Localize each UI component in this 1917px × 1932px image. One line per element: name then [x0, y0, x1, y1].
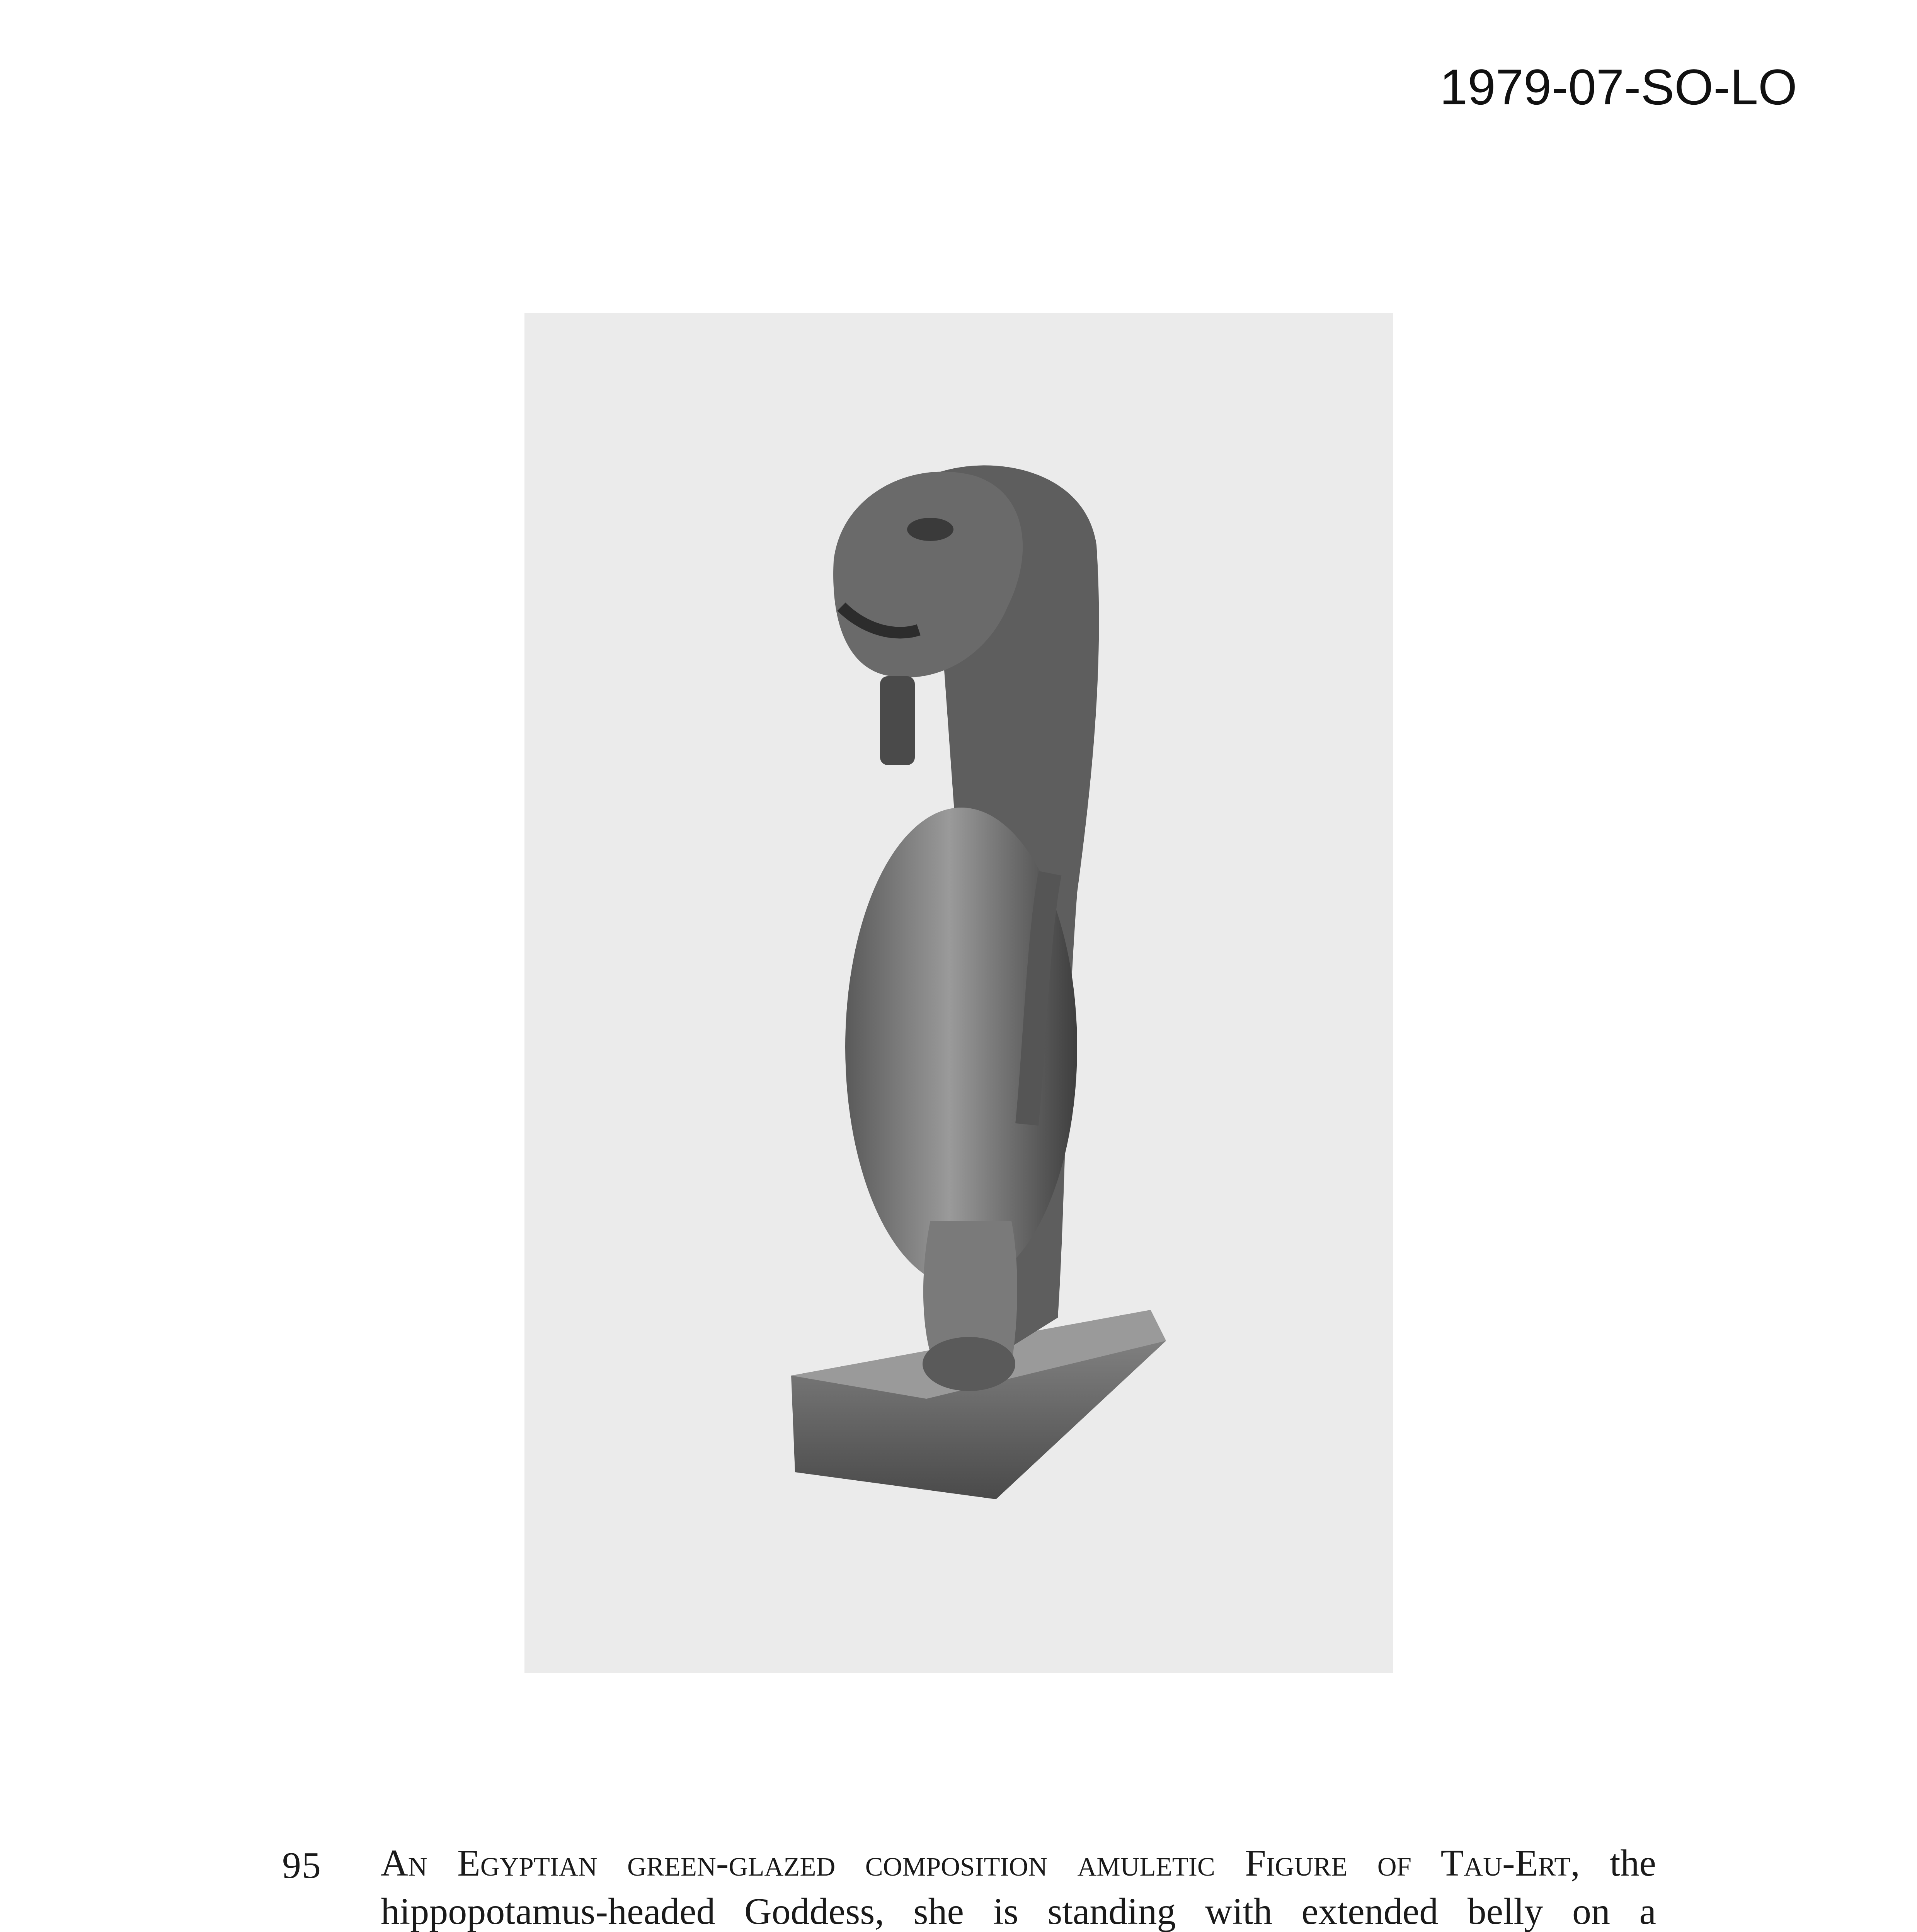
- lot-description: [381, 1839, 1656, 1932]
- tau-ert-figure-image: [524, 313, 1393, 1673]
- figure-eye: [907, 518, 953, 541]
- lot-title: An Egyptian green-glazed composition amuletic Figure of Tau-Ert,: [381, 1842, 1580, 1884]
- reference-code: 1979-07-SO-LO: [1440, 59, 1797, 115]
- figure-feet: [923, 1337, 1015, 1391]
- figure-lappet: [880, 676, 915, 765]
- lot-photograph: [524, 313, 1393, 1673]
- lot-description-text: the hippopotamus-headed Goddess, she is standing with extended belly on a: [381, 1842, 1656, 1932]
- lot-number: 95: [282, 1845, 322, 1886]
